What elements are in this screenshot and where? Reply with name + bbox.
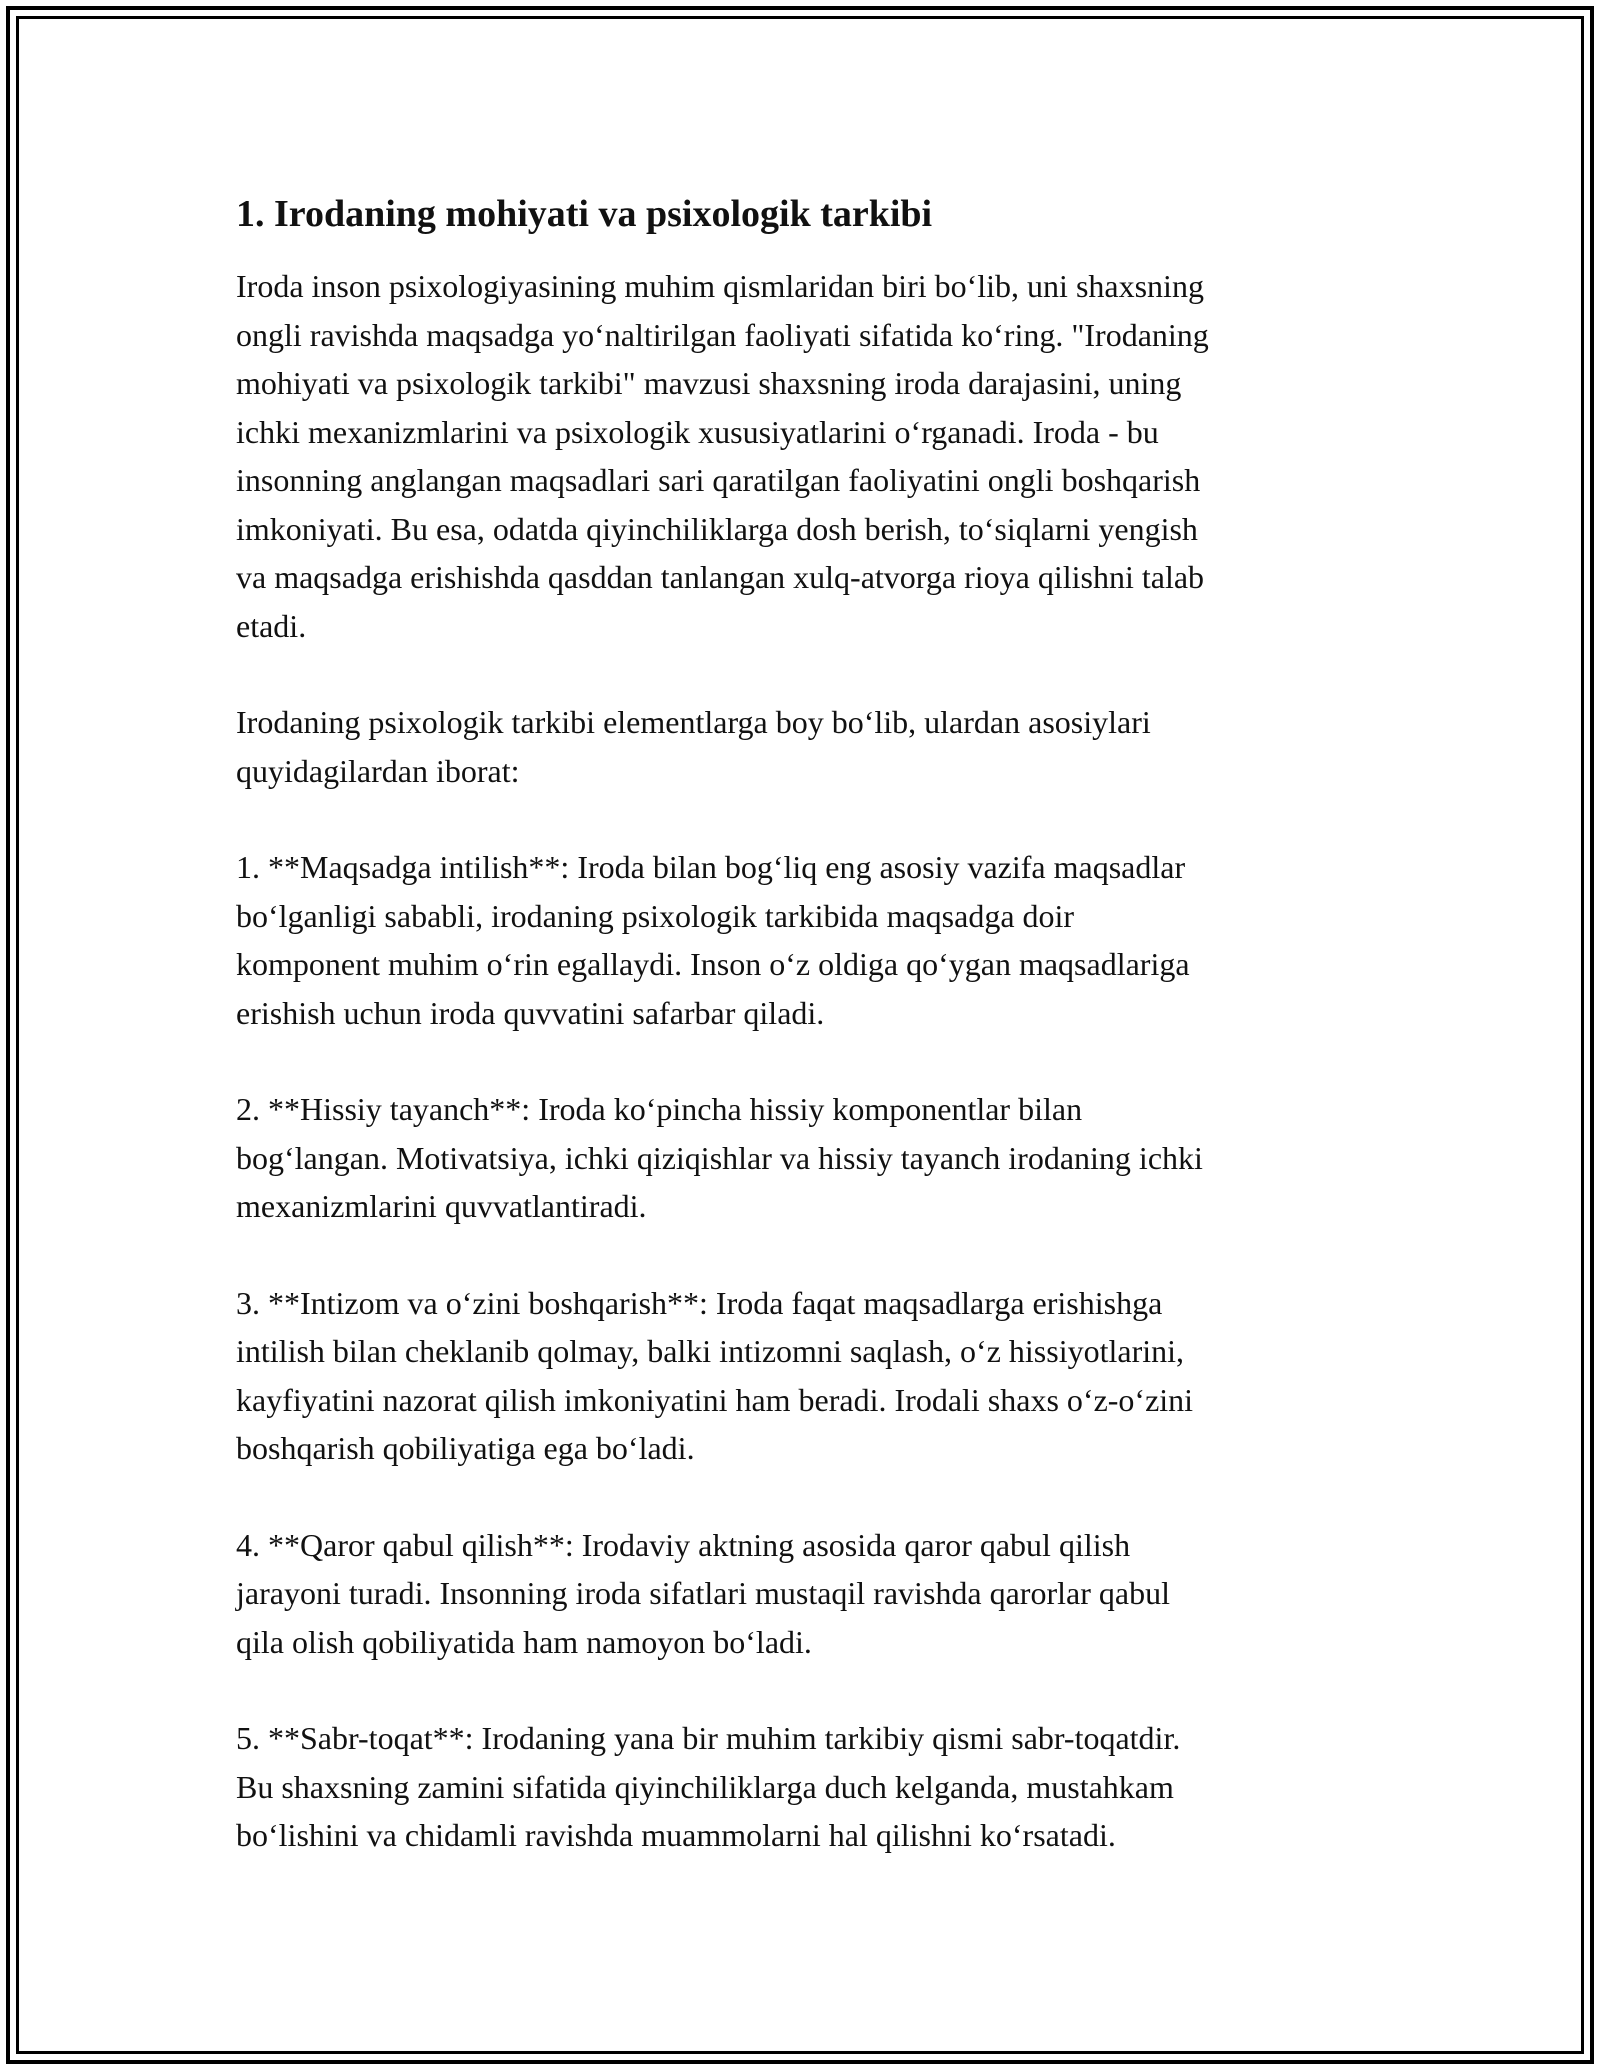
document-body — [236, 188, 1366, 1908]
list-item-patience: 5. **Sabr-toqat**: Irodaning yana bir muhim tarkibiy qismi sabr-toqatdir. Bu shaxsning zamini sifatida qiyinchiliklarga duch kelganda, mustahkam bo‘lishini va chidamli ravishda muammolarni hal qilishni ko‘rsatadi. — [236, 1720, 1181, 1853]
section-heading: 1. Irodaning mohiyati va psixologik tarkibi — [236, 193, 933, 235]
list-item-emotional-support: 2. **Hissiy tayanch**: Iroda ko‘pincha hissiy komponentlar bilan bog‘langan. Motivatsiya, ichki qiziqishlar va hissiy tayanch irodaning ichki mexanizmlarini quvvatlantiradi. — [236, 1091, 1203, 1224]
intro-paragraph: Iroda inson psixologiyasining muhim qismlaridan biri bo‘lib, uni shaxsning ongli ravishda maqsadga yo‘naltirilgan faoliyati sifatida ko‘ring. "Irodaning mohiyati va psixologik tarkibi" mavzusi shaxsning iroda darajasini, uning ichki mexanizmlarini va psixologik xususiyatlarini o‘rganadi. Iroda - bu insonning anglangan maqsadlari sari qaratilgan faoliyatini ongli boshqarish imkoniyati. Bu esa, odatda qiyinchiliklarga dosh berish, to‘siqlarni yengish va maqsadga erishishda qasddan tanlangan xulq-atvorga rioya qilishni talab etadi. — [236, 268, 1209, 644]
list-item-decision-making: 4. **Qaror qabul qilish**: Irodaviy aktning asosida qaror qabul qilish jarayoni turadi. Insonning iroda sifatlari mustaqil ravishda qarorlar qabul qila olish qobiliyatida ham namoyon bo‘ladi. — [236, 1526, 1170, 1660]
components-intro-paragraph: Irodaning psixologik tarkibi elementlarga boy bo‘lib, ulardan asosiylari quyidagilardan iborat: — [236, 704, 1151, 789]
list-item-discipline: 3. **Intizom va o‘zini boshqarish**: Iroda faqat maqsadlarga erishishga intilish bilan cheklanib qolmay, balki intizomni saqlash, o‘z hissiyotlarini, kayfiyatini nazorat qilish imkoniyatini ham beradi. Irodali shaxs o‘z-o‘zini boshqarish qobiliyatiga ega bo‘ladi. — [236, 1284, 1194, 1466]
list-item-goal-striving: 1. **Maqsadga intilish**: Iroda bilan bog‘liq eng asosiy vazifa maqsadlar bo‘lganligi sababli, irodaning psixologik tarkibida maqsadga doir komponent muhim o‘rin egallaydi. Inson o‘z oldiga qo‘ygan maqsadlariga erishish uchun iroda quvvatini safarbar qiladi. — [236, 849, 1190, 1031]
